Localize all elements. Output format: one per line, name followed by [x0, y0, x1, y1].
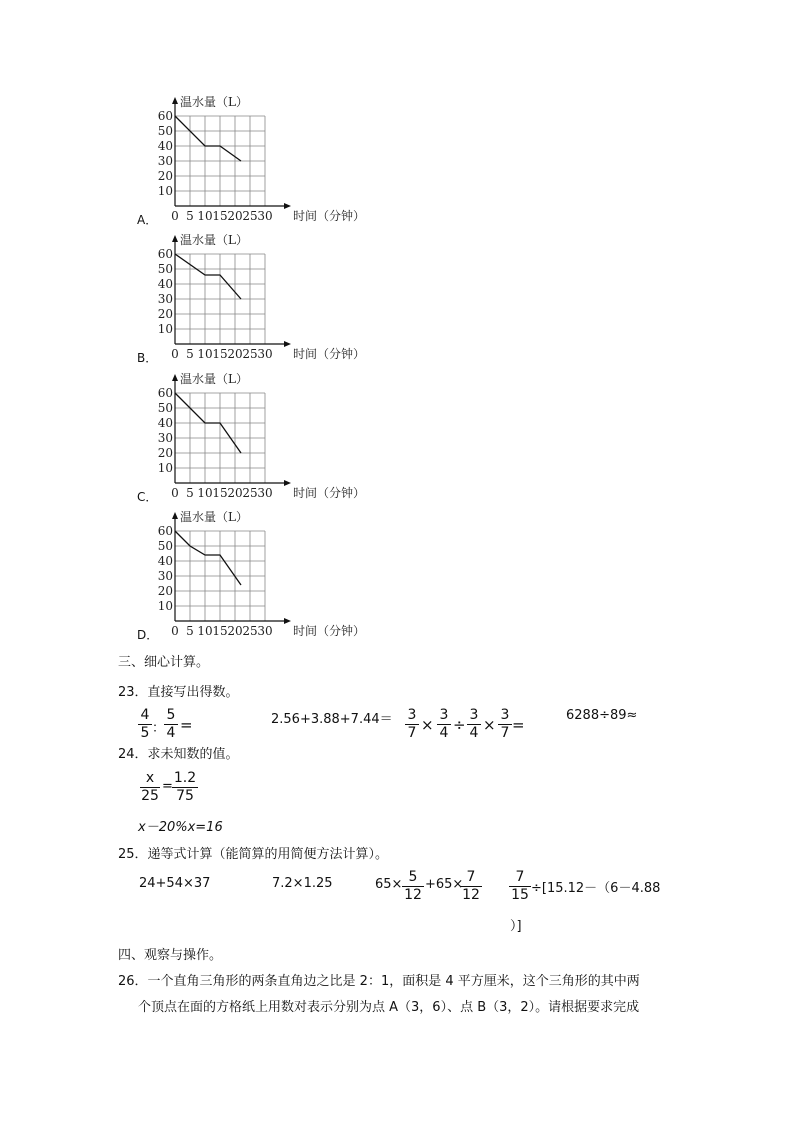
x-tick-label: 30	[257, 209, 273, 223]
y-tick-label: 20	[157, 169, 173, 183]
question-24-title: 24．求未知数的值。	[118, 747, 239, 762]
x-tick-label: 20	[227, 624, 243, 638]
equals-sign: =	[180, 716, 193, 734]
numerator: 3	[405, 707, 419, 725]
x-tick-label: 30	[257, 486, 273, 500]
section-heading-3: 三、细心计算。	[118, 655, 210, 670]
x-axis-label: 时间（分钟）	[293, 209, 366, 223]
denominator: 7	[500, 725, 510, 741]
numerator: 3	[467, 707, 481, 725]
x-tick-label: 10	[197, 624, 213, 638]
question-26-line1: 26．一个直角三角形的两条直角边之比是 2：1，面积是 4 平方厘米，这个三角形的其中两	[118, 974, 640, 989]
x-tick-label: 20	[227, 209, 243, 223]
x-axis-arrow-icon	[284, 341, 291, 347]
y-tick-label: 50	[157, 401, 173, 415]
y-tick-label: 30	[157, 569, 173, 583]
y-axis-label: 温水量（L）	[180, 233, 248, 247]
y-tick-label: 10	[157, 184, 173, 198]
times-sign: ×	[421, 716, 434, 734]
x-tick-label: 30	[257, 624, 273, 638]
y-tick-label: 40	[157, 139, 173, 153]
x-tick-label: 25	[242, 624, 258, 638]
choice-letter: D．	[137, 628, 159, 642]
x-tick-label: 10	[197, 209, 213, 223]
x-axis-arrow-icon	[284, 480, 291, 486]
y-tick-label: 10	[157, 461, 173, 475]
fraction	[402, 869, 424, 904]
y-axis-label: 温水量（L）	[180, 372, 248, 386]
x-tick-label: 10	[197, 486, 213, 500]
x-tick-label: 25	[242, 209, 258, 223]
denominator: 5	[140, 725, 150, 741]
choice-letter: A．	[137, 213, 158, 227]
y-tick-label: 40	[157, 554, 173, 568]
denominator: 25	[141, 788, 159, 804]
data-line	[175, 254, 241, 299]
numerator: 7	[460, 869, 482, 887]
fraction	[405, 707, 419, 742]
denominator: 4	[166, 725, 176, 741]
y-tick-label: 20	[157, 446, 173, 460]
fraction	[498, 707, 512, 742]
x-axis-arrow-icon	[284, 618, 291, 624]
line-chart	[150, 509, 380, 649]
expression-part: +65×	[425, 877, 464, 892]
x-tick-label: 5	[186, 624, 194, 638]
x-tick-label: 25	[242, 347, 258, 361]
data-line	[175, 116, 241, 161]
y-tick-label: 50	[157, 124, 173, 138]
y-tick-label: 30	[157, 154, 173, 168]
expression-part: 65×	[375, 877, 403, 892]
equals-sign: =	[512, 716, 525, 734]
line-chart	[150, 371, 380, 511]
y-axis-arrow-icon	[172, 512, 178, 519]
numerator: 5	[164, 707, 178, 725]
numerator: x	[140, 770, 160, 788]
y-axis-label: 温水量（L）	[180, 95, 248, 109]
expression-part: ÷[15.12－（6－4.88	[531, 881, 661, 896]
x-tick-label: 5	[186, 209, 194, 223]
y-tick-label: 50	[157, 262, 173, 276]
x-tick-label: 20	[227, 486, 243, 500]
fraction	[467, 707, 481, 742]
equation: x－20%x=16	[138, 820, 223, 835]
x-tick-label: 0	[171, 624, 179, 638]
expression: 24+54×37	[139, 876, 211, 891]
numerator: 3	[498, 707, 512, 725]
x-tick-label: 0	[171, 486, 179, 500]
y-tick-label: 60	[157, 524, 173, 538]
x-tick-label: 30	[257, 347, 273, 361]
choice-letter: C．	[137, 490, 158, 504]
equals-sign: =	[162, 779, 173, 794]
x-tick-label: 15	[212, 624, 228, 638]
y-tick-label: 40	[157, 416, 173, 430]
fraction	[138, 707, 152, 742]
colon: ：	[152, 721, 166, 736]
expression: 2.56+3.88+7.44＝	[271, 712, 393, 727]
fraction	[437, 707, 451, 742]
x-axis-arrow-icon	[284, 203, 291, 209]
x-tick-label: 15	[212, 486, 228, 500]
x-tick-label: 0	[171, 347, 179, 361]
y-tick-label: 60	[157, 109, 173, 123]
expression: 6288÷89≈	[566, 708, 638, 723]
fraction	[164, 707, 178, 742]
y-axis-arrow-icon	[172, 235, 178, 242]
denominator: 7	[407, 725, 417, 741]
line-chart	[150, 94, 380, 234]
numerator: 7	[509, 869, 531, 887]
numerator: 4	[138, 707, 152, 725]
x-tick-label: 5	[186, 486, 194, 500]
numerator: 3	[437, 707, 451, 725]
y-axis-label: 温水量（L）	[180, 510, 248, 524]
divide-sign: ÷	[453, 716, 466, 734]
denominator: 4	[469, 725, 479, 741]
section-heading-4: 四、观察与操作。	[118, 948, 223, 963]
numerator: 1.2	[173, 770, 197, 786]
y-tick-label: 20	[157, 307, 173, 321]
choice-letter: B．	[137, 351, 158, 365]
expression-part: ）]	[510, 919, 522, 934]
times-sign: ×	[483, 716, 496, 734]
x-tick-label: 10	[197, 347, 213, 361]
y-tick-label: 60	[157, 386, 173, 400]
y-tick-label: 10	[157, 599, 173, 613]
x-axis-label: 时间（分钟）	[293, 624, 366, 638]
denominator: 12	[404, 887, 422, 903]
y-tick-label: 10	[157, 322, 173, 336]
y-axis-arrow-icon	[172, 374, 178, 381]
numerator: 5	[402, 869, 424, 887]
x-tick-label: 15	[212, 347, 228, 361]
fraction	[140, 770, 160, 805]
x-tick-label: 25	[242, 486, 258, 500]
line-chart	[150, 232, 380, 372]
y-tick-label: 50	[157, 539, 173, 553]
y-axis-arrow-icon	[172, 97, 178, 104]
y-tick-label: 40	[157, 277, 173, 291]
denominator: 15	[511, 887, 529, 903]
denominator: 75	[176, 788, 194, 804]
fraction	[509, 869, 531, 904]
expression: 7.2×1.25	[272, 876, 333, 891]
denominator: 4	[439, 725, 449, 741]
y-tick-label: 30	[157, 292, 173, 306]
question-23-title: 23．直接写出得数。	[118, 685, 239, 700]
data-line	[175, 531, 241, 585]
question-25-title: 25．递等式计算（能简算的用简便方法计算）。	[118, 847, 389, 862]
y-tick-label: 60	[157, 247, 173, 261]
y-tick-label: 20	[157, 584, 173, 598]
denominator: 12	[462, 887, 480, 903]
x-axis-label: 时间（分钟）	[293, 347, 366, 361]
x-tick-label: 5	[186, 347, 194, 361]
y-tick-label: 30	[157, 431, 173, 445]
x-axis-label: 时间（分钟）	[293, 486, 366, 500]
x-tick-label: 20	[227, 347, 243, 361]
fraction	[460, 869, 482, 904]
question-26-line2: 个顶点在面的方格纸上用数对表示分别为点 A（3，6）、点 B（3，2）。请根据要求完成	[138, 1000, 640, 1015]
x-tick-label: 15	[212, 209, 228, 223]
fraction	[172, 770, 198, 805]
x-tick-label: 0	[171, 209, 179, 223]
